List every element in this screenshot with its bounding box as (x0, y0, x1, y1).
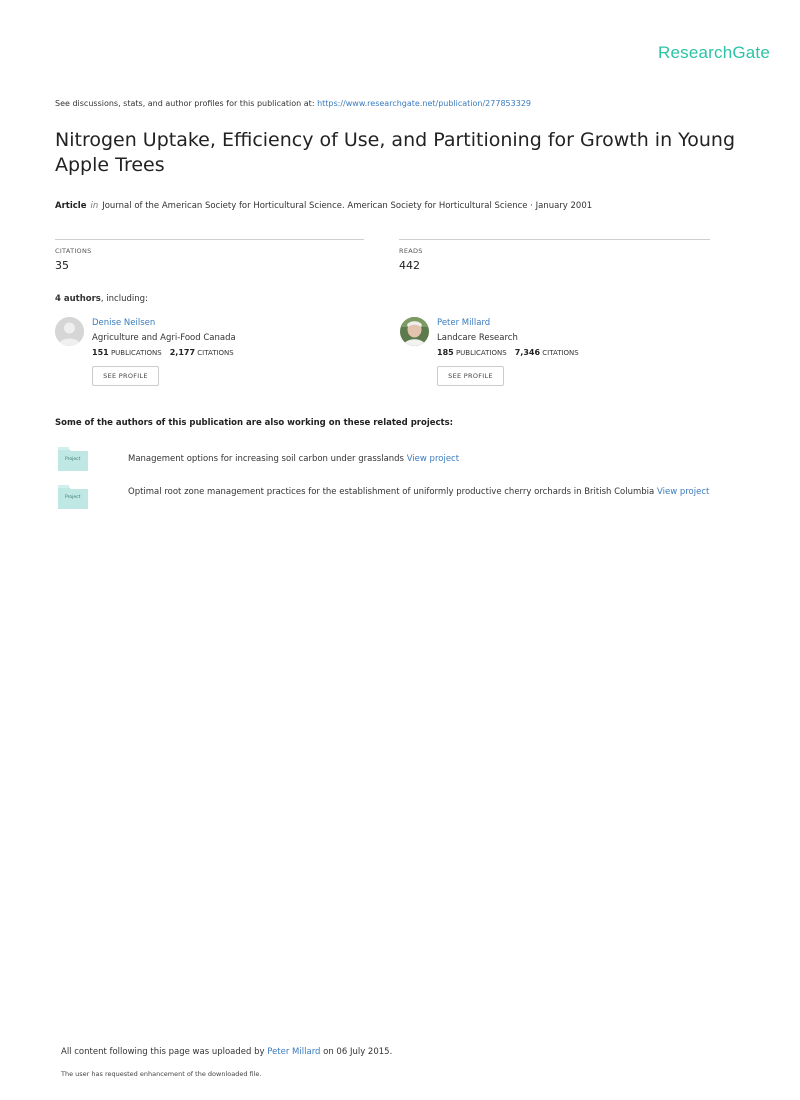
project-folder-icon (58, 447, 88, 471)
uploader-link[interactable]: Peter Millard (267, 1047, 321, 1057)
author-publications-count: 151 (92, 348, 109, 357)
project-item (128, 453, 728, 466)
reads-label: READS (399, 247, 423, 255)
author-citations-label: CITATIONS (542, 349, 579, 357)
author-citations-label: CITATIONS (197, 349, 234, 357)
author-citations-count: 7,346 (514, 348, 541, 357)
view-project-link[interactable]: View project (406, 454, 460, 464)
journal-name: Journal of the American Society for Horticultural Science. American Society for Horticultural Science · January 2001 (102, 201, 593, 211)
project-folder-icon (58, 485, 88, 509)
see-profile-button[interactable]: SEE PROFILE (437, 366, 504, 386)
avatar-placeholder-icon[interactable] (55, 317, 84, 346)
authors-count: 4 authors (55, 294, 101, 304)
author-stats (437, 348, 579, 357)
publication-type: Article (55, 201, 87, 211)
author-stats (92, 348, 234, 357)
project-item (128, 486, 728, 499)
project-icon-label: Project (65, 495, 81, 500)
author-affiliation: Landcare Research (437, 333, 518, 343)
publication-url-link[interactable]: https://www.researchgate.net/publication/277853329 (317, 99, 531, 108)
publication-title: Nitrogen Uptake, Efficiency of Use, and Partitioning for Growth in Young Apple Trees (55, 129, 736, 176)
in-word: in (90, 201, 99, 211)
author-affiliation: Agriculture and Agri-Food Canada (92, 333, 236, 343)
enhancement-note: The user has requested enhancement of the downloaded file. (61, 1070, 262, 1078)
discussion-prefix: See discussions, stats, and author profiles for this publication at: (55, 99, 318, 108)
author-publications-label: PUBLICATIONS (110, 349, 162, 357)
citations-divider (55, 239, 364, 240)
reads-divider (399, 239, 710, 240)
authors-including: , including: (100, 294, 148, 304)
citations-label: CITATIONS (55, 247, 92, 255)
author-citations-count: 2,177 (169, 348, 196, 357)
reads-value: 442 (399, 259, 420, 272)
author-name-link[interactable]: Peter Millard (437, 318, 491, 328)
upload-prefix: All content following this page was uploaded by (61, 1047, 268, 1057)
author-card (55, 316, 355, 386)
author-publications-label: PUBLICATIONS (455, 349, 507, 357)
author-publications-count: 185 (437, 348, 454, 357)
publication-meta (55, 201, 592, 211)
citations-value: 35 (55, 259, 69, 272)
project-title: Management options for increasing soil carbon under grasslands (128, 454, 407, 464)
upload-info (61, 1047, 392, 1057)
see-profile-button[interactable]: SEE PROFILE (92, 366, 159, 386)
discussion-line (55, 99, 531, 108)
view-project-link[interactable]: View project (656, 487, 710, 497)
related-projects-heading: Some of the authors of this publication are also working on these related projects: (55, 418, 454, 428)
authors-heading (55, 294, 148, 304)
project-title: Optimal root zone management practices for the establishment of uniformly productive cherry orchards in British Columbia (128, 487, 657, 497)
author-name-link[interactable]: Denise Neilsen (92, 318, 156, 328)
author-card (400, 316, 700, 386)
project-icon-label: Project (65, 457, 81, 462)
author-photo[interactable] (400, 317, 429, 346)
upload-suffix: on 06 July 2015. (320, 1047, 393, 1057)
researchgate-logo[interactable]: ResearchGate (658, 43, 771, 62)
